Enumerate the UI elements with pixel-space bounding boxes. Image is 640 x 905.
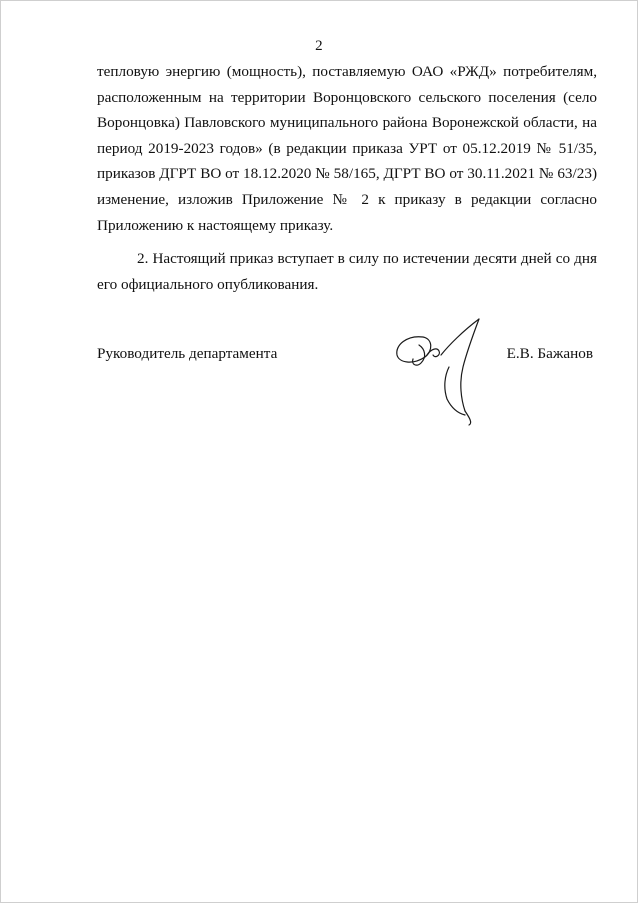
paragraph-2-line: 2. Настоящий приказ вступает в силу по истечении десяти дней со дня — [137, 250, 597, 268]
paragraph-1-line: Приложению к настоящему приказу. — [97, 216, 334, 234]
paragraph-1-line: изменение, изложив Приложение № 2 к приказу в редакции согласно — [97, 190, 597, 208]
paragraph-1-line: тепловую энергию (мощность), поставляемую ОАО «РЖД» потребителям, — [97, 63, 597, 80]
paragraph-1-line: расположенным на территории Воронцовского сельского поселения (село — [97, 88, 597, 106]
paragraph-1-line: Воронцовка) Павловского муниципального района Воронежской области, на — [97, 114, 597, 132]
paragraph-1 — [97, 59, 597, 238]
handwritten-signature — [393, 315, 493, 427]
paragraph-1-line: период 2019-2023 годов» (в редакции приказа УРТ от 05.12.2019 № 51/35, — [97, 139, 597, 157]
signatory-title: Руководитель департамента — [97, 345, 278, 362]
paragraph-gap — [97, 238, 597, 246]
paragraph-2-line: его официального опубликования. — [97, 275, 319, 293]
document-body — [97, 59, 597, 297]
paragraph-1-line: приказов ДГРТ ВО от 18.12.2020 № 58/165, ДГРТ ВО от 30.11.2021 № 63/23) — [97, 165, 597, 183]
page-number: 2 — [315, 38, 323, 54]
paragraph-2 — [97, 246, 597, 297]
signature-block — [97, 345, 597, 375]
signatory-name: Е.В. Бажанов — [506, 345, 593, 362]
